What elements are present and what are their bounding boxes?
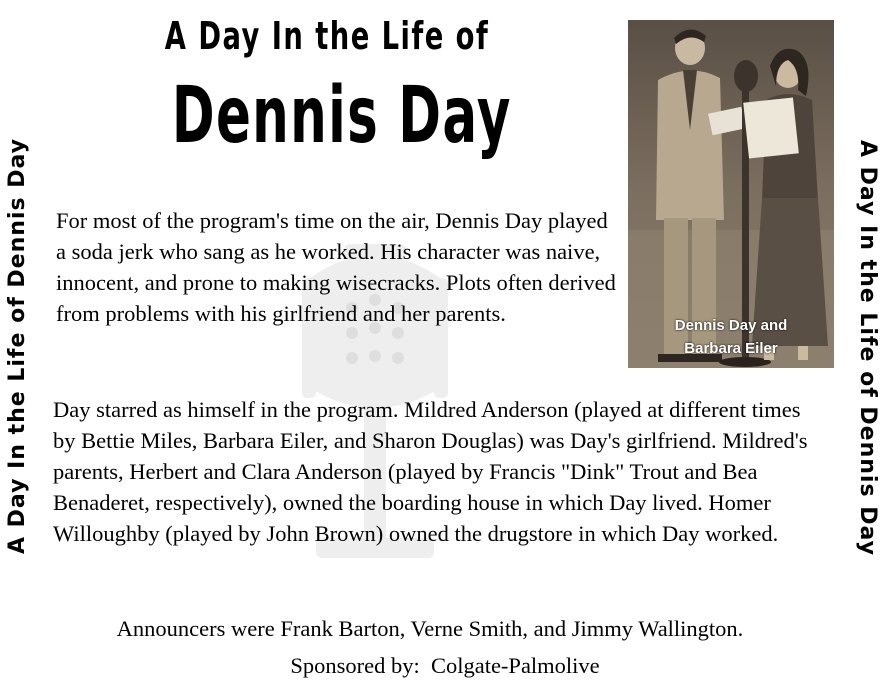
right-side-banner: A Day In the Life of Dennis Day <box>855 139 880 556</box>
sponsor-line: Sponsored by: Colgate-Palmolive <box>290 653 600 678</box>
cast-paragraph: Day starred as himself in the program. Mildred Anderson (played at different times by Bettie Miles, Barbara Eiler, and Sharon Douglas) was Day's girlfriend. Mildred's parents, Herbert and Clara Anderson (played by Francis "Dink" Trout and Bea Benaderet, respectively), owned the boarding house in which Day lived. Homer Willoughby (played by John Brown) owned the drugstore in which Day worked. <box>53 397 808 546</box>
title-line-2: Dennis Day <box>171 71 512 161</box>
cast-photo <box>628 20 834 368</box>
title-line-1: A Day In the Life of <box>164 14 490 58</box>
announcers-line: Announcers were Frank Barton, Verne Smith, and Jimmy Wallington. <box>116 616 744 641</box>
photo-caption-line-2: Barbara Eiler <box>684 340 778 357</box>
left-side-banner: A Day In the Life of Dennis Day <box>5 138 30 555</box>
photo-caption <box>628 314 834 360</box>
photo-caption-line-1: Dennis Day and <box>674 317 788 334</box>
intro-paragraph: For most of the program's time on the air, Dennis Day played a soda jerk who sang as he worked. His character was naive, innocent, and prone to making wisecracks. Plots often derived from problems with his girlfriend and her parents. <box>56 208 616 326</box>
